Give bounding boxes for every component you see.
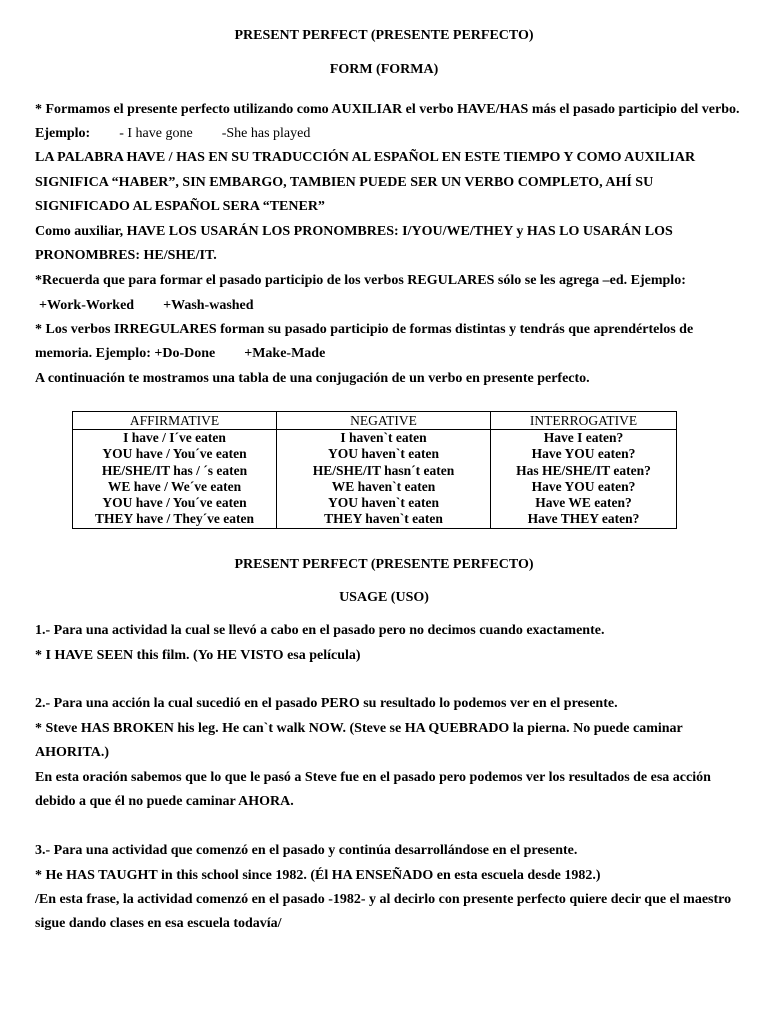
negative-2: YOU haven`t eaten [328, 446, 439, 462]
form-paragraph-3a: Como auxiliar, HAVE LOS USARÁN LOS PRONOMBRES: I/YOU/WE/THEY y HAS LO USARÁN LOS [35, 224, 673, 239]
affirmative-4: WE have / We´ve eaten [107, 478, 242, 494]
subtitle-usage: USAGE (USO) [339, 590, 429, 605]
table-row [73, 430, 677, 529]
usage-1: 1.- Para una actividad la cual se llevó a cabo en el pasado pero no decimos cuando exactamente. [35, 623, 605, 638]
usage-2-comment-a: En esta oración sabemos que lo que le pasó a Steve fue en el pasado pero podemos ver los resultados de esa acción [35, 770, 711, 785]
irregular-example-2: +Make-Made [244, 346, 326, 361]
interrogative-2: Have YOU eaten? [531, 446, 636, 462]
regular-example-1: +Work-Worked [39, 298, 135, 313]
negative-6: THEY haven`t eaten [324, 511, 443, 527]
interrogative-cell [491, 430, 677, 529]
example-label: Ejemplo: [35, 126, 91, 141]
example-2: -She has played [221, 126, 311, 141]
affirmative-2: YOU have / You´ve eaten [102, 446, 247, 462]
usage-2: 2.- Para una acción la cual sucedió en el pasado PERO su resultado lo podemos ver en el presente. [35, 696, 618, 711]
form-paragraph-6: A continuación te mostramos una tabla de una conjugación de un verbo en presente perfecto. [35, 371, 590, 386]
negative-1: I haven`t eaten [340, 430, 427, 445]
form-paragraph-3b: PRONOMBRES: HE/SHE/IT. [35, 248, 217, 263]
negative-3: HE/SHE/IT hasn´t eaten [312, 462, 455, 478]
usage-3-example: * He HAS TAUGHT in this school since 1982. (Él HA ENSEÑADO en esta escuela desde 1982.) [35, 868, 601, 883]
conjugation-table [72, 411, 677, 529]
title-usage: PRESENT PERFECT (PRESENTE PERFECTO) [234, 557, 534, 572]
interrogative-6: Have THEY eaten? [527, 511, 640, 527]
form-paragraph-5a: * Los verbos IRREGULARES forman su pasado participio de formas distintas y tendrás que aprendértelos de [35, 322, 694, 337]
form-paragraph-4-examples [39, 297, 254, 315]
affirmative-6: THEY have / They´ve eaten [95, 511, 254, 527]
usage-2-comment-b: debido a que él no puede caminar AHORA. [35, 794, 294, 809]
form-paragraph-1: * Formamos el presente perfecto utilizando como AUXILIAR el verbo HAVE/HAS más el pasado participio del verbo. [35, 102, 740, 117]
title-form: PRESENT PERFECT (PRESENTE PERFECTO) [234, 28, 534, 43]
interrogative-1: Have I eaten? [543, 430, 624, 445]
usage-3-comment-b: sigue dando clases en esa escuela todavía/ [35, 916, 282, 931]
header-affirmative: AFFIRMATIVE [73, 412, 277, 430]
usage-3-comment-a: /En esta frase, la actividad comenzó en el pasado -1982- y al decirlo con presente perfecto quiere decir que el maestro [35, 892, 732, 907]
usage-3: 3.- Para una actividad que comenzó en el pasado y continúa desarrollándose en el presente. [35, 843, 578, 858]
form-paragraph-2c: SIGNIFICADO AL ESPAÑOL SERA “TENER” [35, 199, 325, 214]
form-paragraph-4: *Recuerda que para formar el pasado participio de los verbos REGULARES sólo se les agrega –ed. Ejemplo: [35, 273, 686, 288]
affirmative-cell [73, 430, 277, 529]
negative-cell [277, 430, 491, 529]
table-header-row [73, 412, 677, 430]
usage-2-example-b: AHORITA.) [35, 745, 110, 760]
form-paragraph-5b [35, 345, 325, 363]
negative-5: YOU haven`t eaten [328, 495, 439, 511]
affirmative-1: I have / I´ve eaten [123, 430, 226, 445]
header-negative: NEGATIVE [277, 412, 491, 430]
form-paragraph-2a: LA PALABRA HAVE / HAS EN SU TRADUCCIÓN AL ESPAÑOL EN ESTE TIEMPO Y COMO AUXILIAR [35, 150, 696, 165]
example-1: - I have gone [119, 126, 193, 141]
form-example-line [35, 125, 310, 143]
interrogative-5: Have WE eaten? [535, 495, 632, 511]
usage-2-example-a: * Steve HAS BROKEN his leg. He can`t walk NOW. (Steve se HA QUEBRADO la pierna. No puede caminar [35, 721, 683, 736]
irregular-example-1: memoria. Ejemplo: +Do-Done [35, 346, 216, 361]
header-interrogative: INTERROGATIVE [491, 412, 677, 430]
form-paragraph-2b: SIGNIFICA “HABER”, SIN EMBARGO, TAMBIEN PUEDE SER UN VERBO COMPLETO, AHÍ SU [35, 175, 654, 190]
affirmative-5: YOU have / You´ve eaten [102, 495, 247, 511]
negative-4: WE haven`t eaten [331, 478, 436, 494]
affirmative-3: HE/SHE/IT has / ´s eaten [101, 462, 248, 478]
usage-1-example: * I HAVE SEEN this film. (Yo HE VISTO esa película) [35, 648, 361, 663]
subtitle-form: FORM (FORMA) [329, 62, 439, 77]
regular-example-2: +Wash-washed [163, 298, 254, 313]
interrogative-3: Has HE/SHE/IT eaten? [516, 462, 651, 478]
interrogative-4: Have YOU eaten? [531, 478, 636, 494]
